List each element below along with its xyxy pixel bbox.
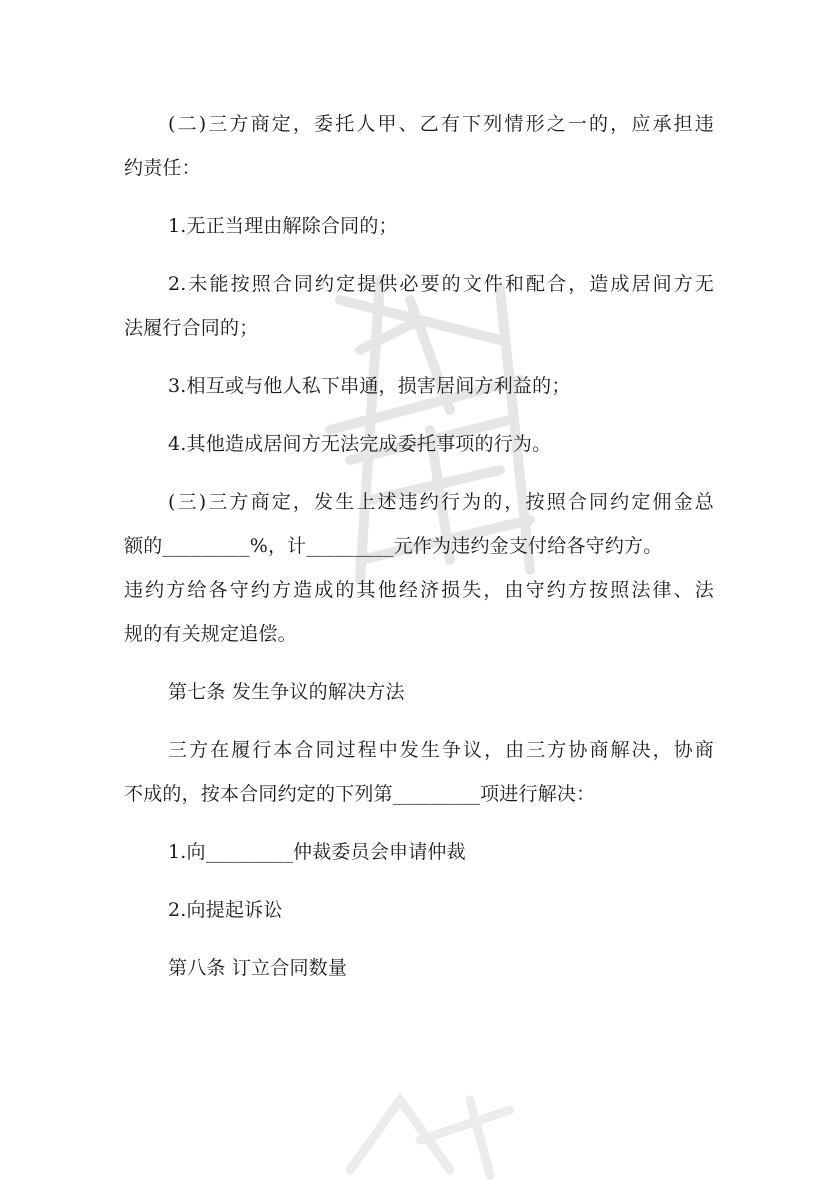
paragraph-line: 三方在履行本合同过程中发生争议，由三方协商解决，协商	[168, 739, 714, 761]
list-item: 3.相互或与他人私下串通，损害居间方利益的；	[168, 375, 571, 397]
list-item: 2.向提起诉讼	[168, 899, 283, 921]
paragraph-line: (二)三方商定，委托人甲、乙有下列情形之一的，应承担违	[168, 113, 714, 135]
paragraph-line: 规的有关规定追偿。	[124, 623, 297, 645]
list-item: 2.未能按照合同约定提供必要的文件和配合，造成居间方无	[168, 273, 714, 295]
list-item-continuation: 法履行合同的；	[124, 317, 259, 339]
paragraph-line: 约责任：	[124, 157, 201, 179]
paragraph-line: (三)三方商定，发生上述违约行为的，按照合同约定佣金总	[168, 491, 714, 513]
paragraph-line: 不成的，按本合同约定的下列第_________项进行解决：	[124, 783, 596, 805]
paragraph-line: 违约方给各守约方造成的其他经济损失，由守约方按照法律、法	[124, 579, 714, 601]
article-heading: 第八条 订立合同数量	[168, 957, 348, 979]
article-heading: 第七条 发生争议的解决方法	[168, 681, 405, 703]
list-item: 1.向_________仲裁委员会申请仲裁	[168, 841, 466, 863]
list-item: 1.无正当理由解除合同的；	[168, 215, 398, 237]
list-item: 4.其他造成居间方无法完成委托事项的行为。	[168, 433, 552, 455]
watermark-icon	[330, 1080, 530, 1180]
paragraph-line: 额的_________%，计_________元作为违约金支付给各守约方。	[124, 535, 663, 557]
